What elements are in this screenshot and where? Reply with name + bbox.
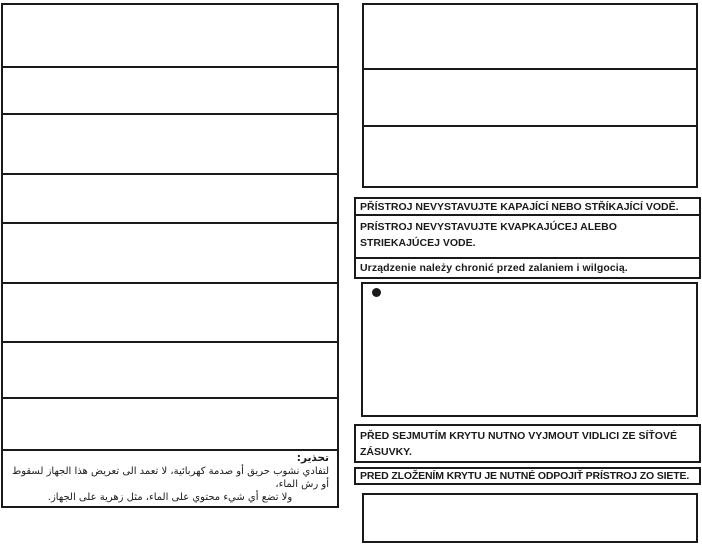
- water-warning-slovak-text: PRÍSTROJ NEVYSTAVUJTE KVAPKAJÚCEJ ALEBO STRIEKAJÚCEJ VODE.: [360, 221, 617, 249]
- table-row-empty: [3, 399, 337, 451]
- table-row-empty: [3, 284, 337, 343]
- table-row-empty: [3, 115, 337, 175]
- water-warning-polish: Urządzenie należy chronić przed zalaniem i wilgocią.: [360, 262, 628, 274]
- arabic-warning-line-2: ولا تضع أي شيء محتوي على الماء، مثل زهرية على الجهاز.: [47, 492, 293, 503]
- table-row-empty: [364, 127, 696, 186]
- table-row-empty: [3, 175, 337, 224]
- water-warning-table: [354, 197, 701, 279]
- cover-warning-czech-text: PŘED SEJMUTÍM KRYTU NUTNO VYJMOUT VIDLICI ZE SÍŤOVÉ ZÁSUVKY.: [360, 430, 677, 458]
- left-warnings-table: [1, 3, 339, 508]
- water-warning-slovak: [356, 216, 699, 259]
- table-row-empty: [3, 224, 337, 283]
- bottom-empty-box: [362, 493, 698, 543]
- water-warning-czech: PŘÍSTROJ NEVYSTAVUJTE KAPAJÍCÍ NEBO STŘÍKAJÍCÍ VODĚ.: [356, 199, 699, 216]
- table-row-empty: [364, 70, 696, 127]
- cover-warning-slovak-box: PRED ZLOŽENÍM KRYTU JE NUTNÉ ODPOJIŤ PRÍSTROJ ZO SIETE.: [354, 467, 701, 485]
- arabic-warning-line-1: لتفادي نشوب حريق أو صدمة كهربائية، لا تعمد الى تعريض هذا الجهاز لسقوط أو رش الماء،: [11, 466, 329, 490]
- bullet-point-icon: [372, 288, 381, 297]
- cover-warning-czech-box: [354, 424, 701, 463]
- arabic-warning-heading: تحذير:: [296, 452, 329, 464]
- bullet-note-box: [361, 282, 698, 417]
- table-row-empty: [364, 5, 696, 70]
- table-row-empty: [3, 343, 337, 399]
- table-row-empty: [3, 68, 337, 115]
- table-row-empty: [3, 5, 337, 68]
- arabic-warning-row: [3, 451, 337, 506]
- right-top-table: [362, 3, 698, 188]
